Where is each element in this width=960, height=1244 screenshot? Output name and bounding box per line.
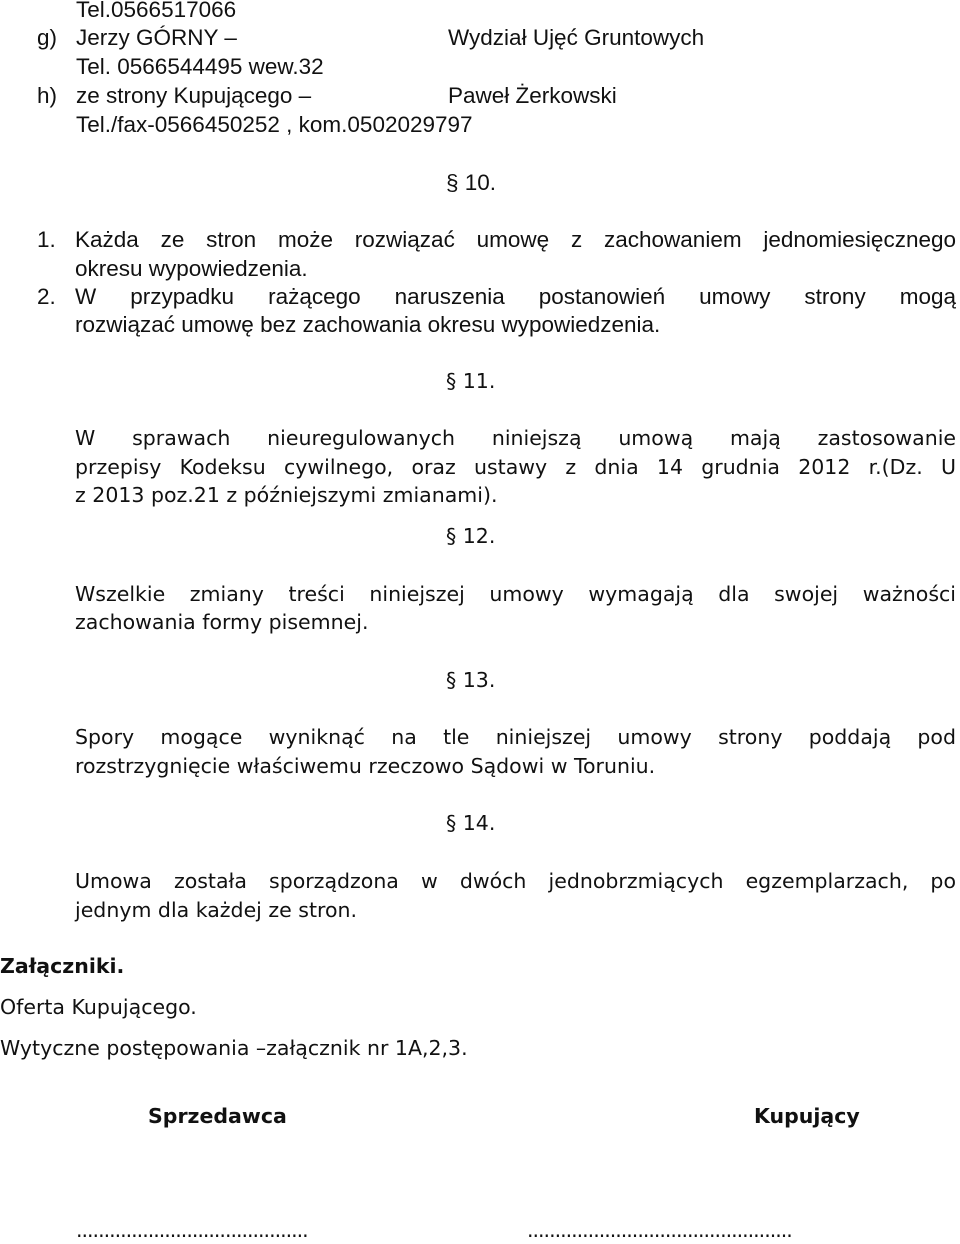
contact-g-name: Jerzy GÓRNY – xyxy=(76,25,237,50)
section-14-line-2: jednym dla każdej ze stron. xyxy=(75,898,358,922)
section-11-line-1: W sprawach nieuregulowanych niniejszą umową mają zastosowanie xyxy=(75,426,956,450)
section-14-line-1: Umowa została sporządzona w dwóch jednobrzmiących egzemplarzach, po xyxy=(75,869,956,893)
section-11-line-3: z 2013 poz.21 z późniejszymi zmianami). xyxy=(75,483,498,507)
contact-h-phone: Tel./fax-0566450252 , kom.0502029797 xyxy=(76,112,473,137)
section-10-heading: § 10. xyxy=(446,170,497,195)
seller-signature-label: Sprzedawca xyxy=(148,1104,287,1128)
contact-g-phone: Tel. 0566544495 wew.32 xyxy=(76,54,324,79)
buyer-signature-line: ................................................ xyxy=(527,1218,792,1242)
buyer-signature-label: Kupujący xyxy=(754,1104,860,1128)
section-13-heading: § 13. xyxy=(446,668,496,692)
section-12-line-2: zachowania formy pisemnej. xyxy=(75,610,369,634)
section-12-line-1: Wszelkie zmiany treści niniejszej umowy wymagają dla swojej ważności xyxy=(75,582,956,606)
section-10-item-1-number: 1. xyxy=(37,227,56,252)
section-13-line-2: rozstrzygnięcie właściwemu rzeczowo Sądowi w Toruniu. xyxy=(75,754,656,778)
section-10-item-1-line-2: okresu wypowiedzenia. xyxy=(75,256,308,281)
section-13-line-1: Spory mogące wyniknąć na tle niniejszej umowy strony poddają pod xyxy=(75,725,956,749)
seller-signature-line: .......................................... xyxy=(76,1218,308,1242)
contact-h-name: ze strony Kupującego – xyxy=(76,83,312,108)
section-14-heading: § 14. xyxy=(446,811,496,835)
section-10-item-2-line-2: rozwiązać umowę bez zachowania okresu wypowiedzenia. xyxy=(75,312,661,337)
contact-phone-line: Tel.0566517066 xyxy=(76,0,237,22)
section-10-item-2-line-1: W przypadku rażącego naruszenia postanowień umowy strony mogą xyxy=(75,284,956,309)
attachment-item-offer: Oferta Kupującego. xyxy=(0,995,197,1019)
section-10-item-2-number: 2. xyxy=(37,284,56,309)
attachments-title: Załączniki. xyxy=(0,954,125,978)
contact-g-department: Wydział Ujęć Gruntowych xyxy=(448,25,705,50)
contact-h-label: h) xyxy=(37,83,58,108)
section-11-heading: § 11. xyxy=(446,369,496,393)
contact-g-label: g) xyxy=(37,25,58,50)
section-12-heading: § 12. xyxy=(446,524,496,548)
contact-h-person: Paweł Żerkowski xyxy=(448,83,617,108)
attachment-item-guidelines: Wytyczne postępowania –załącznik nr 1A,2,3. xyxy=(0,1036,468,1060)
section-11-line-2: przepisy Kodeksu cywilnego, oraz ustawy z dnia 14 grudnia 2012 r.(Dz. U xyxy=(75,455,956,479)
section-10-item-1-line-1: Każda ze stron może rozwiązać umowę z zachowaniem jednomiesięcznego xyxy=(75,227,956,252)
